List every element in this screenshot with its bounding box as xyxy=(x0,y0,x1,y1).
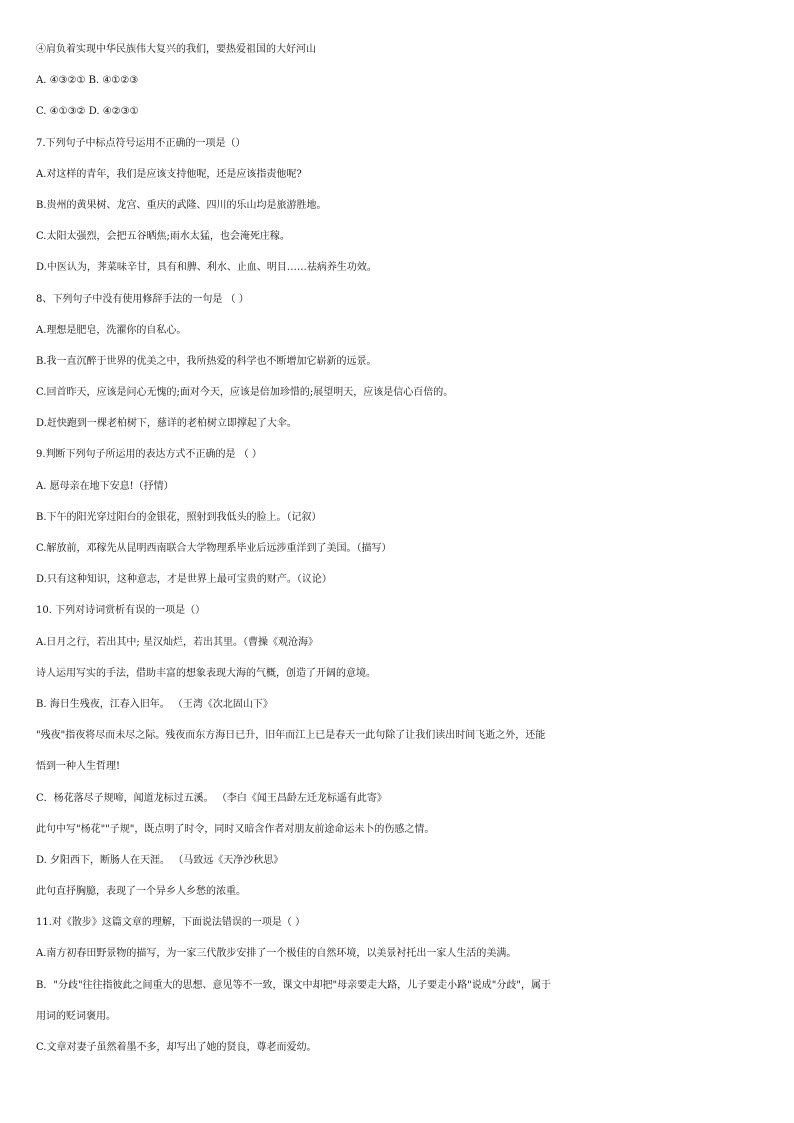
option-line: C.解放前，邓稼先从昆明西南联合大学物理系毕业后远涉重洋到了美国。（描写） xyxy=(36,543,392,554)
question-8-stem: 8、下列句子中没有使用修辞手法的一句是 （ ） xyxy=(36,293,249,305)
question-11-stem: 11.对《散步》这篇文章的理解，下面说法错误的一项是（ ） xyxy=(36,917,306,929)
analysis-line: 此句中写"杨花""子规"，既点明了时令，同时又暗含作者对朋友前途命运未卜的伤感之情。 xyxy=(36,823,435,835)
text-line: ④肩负着实现中华民族伟大复兴的我们，要热爱祖国的大好河山 xyxy=(36,44,316,55)
option-line: D. 夕阳西下，断肠人在天涯。 （马致远《天净沙秋思》 xyxy=(36,854,284,866)
option-line: C.太阳太强烈，会把五谷晒焦;雨水太猛，也会淹死庄稼。 xyxy=(36,231,290,243)
option-line: A. ④③②① B. ④①②③ xyxy=(36,75,139,87)
option-line: C. ④①③② D. ④②③① xyxy=(36,106,139,118)
analysis-line: 诗人运用写实的手法，借助丰富的想象表现大海的气概，创造了开阔的意境。 xyxy=(36,667,376,679)
question-9-stem: 9.判断下列句子所运用的表达方式不正确的是 （ ） xyxy=(36,449,262,461)
option-line: C.文章对妻子虽然着墨不多，却写出了她的贤良，尊老而爱幼。 xyxy=(36,1042,317,1053)
option-line: C．杨花落尽子规啼，闻道龙标过五溪。 （李白《闻王昌龄左迁龙标遥有此寄》 xyxy=(36,792,387,804)
option-line: A. 愿母亲在地下安息!（抒情） xyxy=(36,480,174,492)
option-line: A.理想是肥皂，洗濯你的自私心。 xyxy=(36,324,187,336)
option-line: D.中医认为，荠菜味辛甘，具有和脾、利水、止血、明目……祛病养生功效。 xyxy=(36,262,377,274)
document-page xyxy=(36,34,766,1063)
option-line: B.贵州的黄果树、龙宫、重庆的武隆、四川的乐山均是旅游胜地。 xyxy=(36,199,327,211)
question-10-stem: 10. 下列对诗词赏析有误的一项是（） xyxy=(36,605,206,617)
option-line: D.只有这种知识，这种意志，才是世界上最可宝贵的财产。（议论） xyxy=(36,574,332,586)
analysis-line: 此句直抒胸臆，表现了一个异乡人乡愁的浓重。 xyxy=(36,886,246,898)
question-7-stem: 7.下列句子中标点符号运用不正确的一项是（） xyxy=(36,137,246,149)
option-line: B．"分歧"往往指彼此之间重大的思想、意见等不一致，课文中却把"母亲要走大路，儿子要走小路"说成"分歧"，属于 xyxy=(36,979,551,991)
option-line: A.日月之行，若出其中; 星汉灿烂，若出其里。（曹操《观沧海》 xyxy=(36,636,318,648)
option-line: B.下午的阳光穿过阳台的金银花，照射到我低头的脸上。（记叙） xyxy=(36,511,322,523)
option-line: B.我一直沉醉于世界的优美之中，我所热爱的科学也不断增加它崭新的远景。 xyxy=(36,355,377,367)
option-line: B. 海日生残夜，江春入旧年。 （王湾《次北固山下》 xyxy=(36,698,273,710)
analysis-line: "残夜"指夜将尽而未尽之际。残夜而东方海日已升，旧年而江上已是春天一此句除了让我们读出时间飞逝之外，还能 xyxy=(36,730,546,742)
analysis-line: 悟到一种人生哲理! xyxy=(36,761,121,773)
option-line: D.赶快跑到一棵老柏树下，慈详的老柏树立即撑起了大伞。 xyxy=(36,418,297,430)
option-line: 用词的贬词褒用。 xyxy=(36,1010,116,1022)
option-line: A.南方初春田野景物的描写，为一家三代散步安排了一个极佳的自然环境，以美景衬托出一家人生活的美满。 xyxy=(36,948,517,960)
option-line: C.回首昨天，应该是问心无愧的;面对今天，应该是倍加珍惜的;展望明天，应该是信心百倍的。 xyxy=(36,387,454,399)
option-line: A.对这样的青年，我们是应该支持他呢，还是应该指责他呢? xyxy=(36,168,302,180)
